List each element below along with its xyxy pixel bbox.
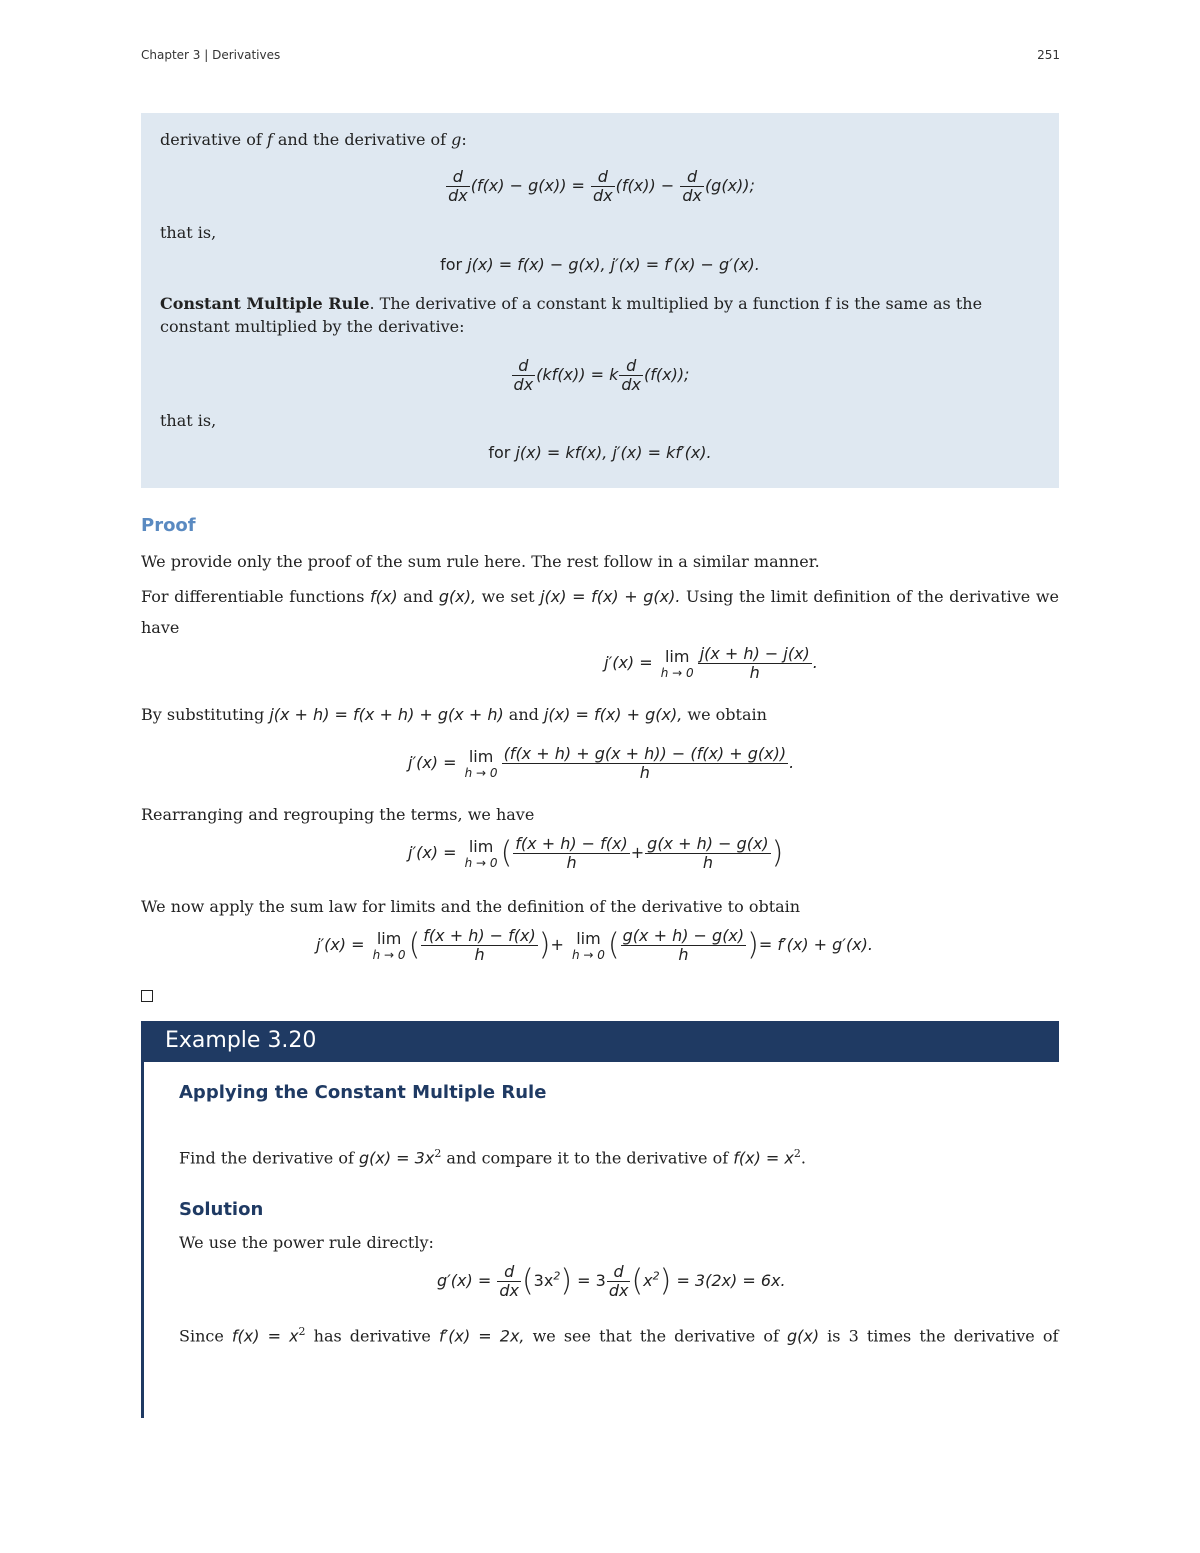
example-subtitle: Applying the Constant Multiple Rule (179, 1082, 547, 1103)
substitution-equation: j′(x) = lim h → 0 $\frac{(f(x + h) + g(x + h)) - (f(x) + g(x))}{h}$ . (408, 744, 795, 782)
example-left-border (141, 1062, 144, 1418)
constant-multiple-equation: $\frac{d}{dx}$ (kf(x)) = k $\frac{d}{dx}$ (f(x)); (513, 356, 690, 394)
rule-line-1: derivative of f and the derivative of g: (160, 130, 467, 149)
constant-multiple-rule-text: Constant Multiple Rule. The derivative of a constant k multiplied by a function f is the same as the constant multiplied by the derivative: (160, 294, 983, 336)
solution-equation: g′(x) = $\frac{d}{dx}$ $(3x^2) = 3$ $\frac{d}{dx}$ $(x^2) = 3(2x) = 6x$. (437, 1262, 786, 1300)
proof-paragraph-3: By substituting j(x + h) = f(x + h) + g(x + h) and j(x) = f(x) + g(x), we obtain (141, 705, 767, 724)
solution-paragraph-1: We use the power rule directly: (179, 1233, 434, 1252)
proof-heading: Proof (141, 515, 196, 536)
proof-paragraph-4: Rearranging and regrouping the terms, we have (141, 805, 535, 824)
qed-square-icon (141, 990, 153, 1002)
that-is-1: that is, (160, 223, 217, 242)
regrouped-equation: j′(x) = lim h → 0 ( $\frac{f(x + h) - f(x)}{h}$ + $\frac{g(x + h) - g(x)}{h}$ ) (408, 834, 784, 872)
running-header-chapter: Chapter 3 | Derivatives (141, 48, 281, 62)
that-is-2: that is, (160, 411, 217, 430)
sum-law-equation: j′(x) = lim h → 0 ( $\frac{f(x + h) - f(x)}{h}$ )+ lim h → 0 ( $\frac{g(x + h) - g(x)}{h}$ )= f′(x) + g′(x). (316, 926, 873, 964)
difference-rule-equation: $\frac{d}{dx}$ (f(x) − g(x)) = $\frac{d}{dx}$ (f(x)) − $\frac{d}{dx}$ (g(x)); (448, 167, 755, 205)
constant-multiple-function-form: for j(x) = kf(x), j′(x) = kf′(x). (488, 443, 712, 462)
solution-heading: Solution (179, 1199, 264, 1220)
example-question: Find the derivative of $g(x) = 3x^2$ and compare it to the derivative of $f(x) = x^2$. (179, 1147, 806, 1168)
page-number: 251 (1037, 48, 1060, 62)
proof-paragraph-1: We provide only the proof of the sum rule here. The rest follow in a similar manner. (141, 552, 820, 571)
difference-rule-function-form: for j(x) = f(x) − g(x), j′(x) = f′(x) − g′(x). (440, 255, 760, 274)
solution-paragraph-2: Since $f(x) = x^2$ has derivative f′(x) = 2x, we see that the derivative of g(x) is 3 times the derivative of (179, 1325, 1059, 1346)
proof-paragraph-5: We now apply the sum law for limits and the definition of the derivative to obtain (141, 897, 801, 916)
limit-definition-equation: j′(x) = lim h → 0 $\frac{j(x + h) - j(x)}{h}$ . (604, 644, 818, 682)
example-title: Example 3.20 (165, 1028, 317, 1053)
proof-paragraph-2: For differentiable functions f(x) and g(x), we set j(x) = f(x) + g(x). Using the limit definition of the derivative we have (141, 587, 1060, 637)
